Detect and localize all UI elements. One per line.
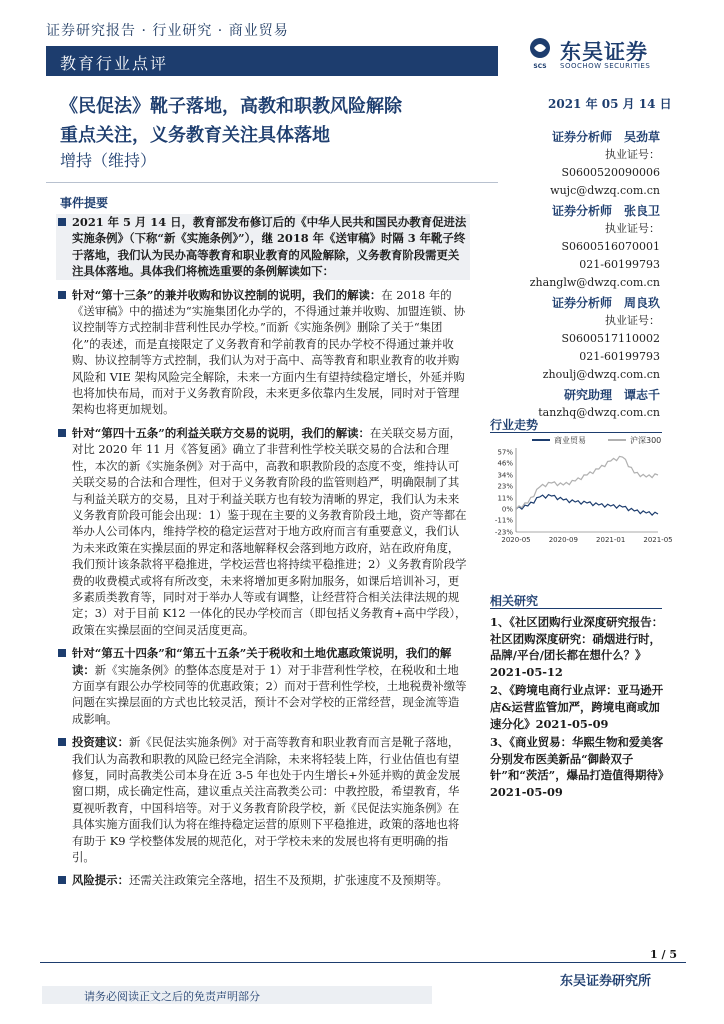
report-date: 2021 年 05 月 14 日	[548, 97, 672, 111]
analyst-name: 证券分析师 张良卫	[551, 204, 660, 218]
summary-body	[56, 214, 470, 896]
analyst-contact: 021-60199793	[579, 350, 660, 363]
analyst-contact: tanzhq@dwzq.com.cn	[538, 406, 660, 419]
bullet-heading: 针对“第十三条”的兼并收购和协议控制的说明，我们的解读：	[72, 287, 382, 302]
series-line	[516, 456, 658, 509]
summary-bullet	[56, 425, 470, 638]
summary-bullet	[56, 872, 470, 888]
bullet-text: 新《民促法实施条例》对于高等教育和职业教育而言是靴子落地，我们认为高教和职教的风险已经完全消除，未来将轻装上阵，行业估值也有望修复，同时高教类公司本身在近 3-5 年也处于内生增长+外延并购的黄金发展窗口期，成长确定性高，建议重点关注高教类公司：中教控股，希望教育，华夏视听教育，中国科培等。对于义务教育阶段学校，新《民促法实施条例》在具体实施方面我们认为将在维持稳定运营的原则下平稳推进，政策的落地也将有助于 K9 学校整体发展的规范化，对于学校未来的发展也将有更明确的指引。	[72, 735, 461, 865]
x-tick-label: 2021-05	[643, 536, 673, 544]
related-title: 相关研究	[490, 594, 539, 608]
related-report-link[interactable]: 2、《跨境电商行业点评：亚马逊开店&运营监管加严，跨境电商或加速分化》2021-05-09	[490, 683, 664, 731]
y-tick-label: -23%	[494, 528, 513, 537]
y-tick-label: 34%	[497, 471, 513, 480]
bullet-text: 还需关注政策完全落地，招生不及预期，扩张速度不及预期等。	[128, 873, 448, 888]
bullet-square-icon	[58, 876, 66, 884]
bullet-heading: 风险提示：	[72, 873, 129, 888]
trend-chart-svg	[486, 432, 673, 548]
analyst-contact: zhoulj@dwzq.com.cn	[542, 368, 660, 381]
bullet-square-icon	[58, 218, 66, 226]
bullet-heading: 投资建议：	[72, 735, 129, 750]
analyst-name: 证券分析师 吴劲草	[551, 130, 660, 144]
bullet-square-icon	[58, 649, 66, 657]
analyst-list	[508, 128, 660, 424]
y-tick-label: 23%	[497, 482, 513, 491]
analyst-block	[508, 128, 660, 200]
summary-bullet	[56, 287, 470, 418]
company-logo	[526, 36, 686, 72]
summary-bullet	[56, 214, 470, 280]
y-tick-label: 57%	[497, 448, 513, 457]
section-title: 事件提要	[60, 196, 109, 210]
report-headline	[60, 92, 500, 150]
analyst-block	[508, 202, 660, 292]
y-tick-label: 46%	[497, 459, 513, 468]
bullet-heading: 2021 年 5 月 14 日，教育部发布修订后的《中华人民共和国民办教育促进法实施条例》（下称“新《实施条例》”），继 2018 年《送审稿》时隔 3 年靴子终于落地，我们认为民办高等教育和职业教育的风险解除，义务教育阶段需更关注具体落地。具体我们将梳选重要的条例解读如下：	[72, 215, 467, 279]
disclaimer-link[interactable]: 请务必阅读正文之后的免责声明部分	[42, 986, 432, 1004]
logo-mark-icon	[526, 36, 554, 70]
headline-line: 《民促法》靴子落地，高教和职教风险解除	[60, 96, 402, 117]
analyst-contact: zhanglw@dwzq.com.cn	[529, 276, 660, 289]
related-report-link[interactable]: 1、《社区团购行业深度研究报告：社区团购深度研究：硝烟进行时，品牌/平台/团长都在想什么？》2021-05-12	[490, 615, 664, 679]
report-type: 教育行业点评	[60, 54, 169, 73]
analyst-block	[508, 294, 660, 384]
y-tick-label: 11%	[497, 494, 513, 503]
divider	[46, 182, 498, 183]
trend-title: 行业走势	[490, 418, 539, 432]
divider	[40, 962, 686, 963]
analyst-name: 证券分析师 周良玖	[551, 296, 660, 310]
report-type-banner	[46, 46, 498, 76]
bullet-square-icon	[58, 429, 66, 437]
bullet-square-icon	[58, 738, 66, 746]
bullet-text: 在关联交易方面，对比 2020 年 11 月《答复函》确立了非营利性学校关联交易的合法和合理性，本次的新《实施条例》对于高中，高教和职教阶段的态度不变，维持认可关联交易的合法和合理性，但对于义务教育阶段的监管则趋严，明确限制了其与利益关联方的交易，且对于利益关联方也有较为清晰的界定，我们认为未来义务教育阶段可能会出现：1）鉴于现在主要的义务教育阶段土地，资产等都在举办人公司体内，维持学校的稳定运营对于地方政府而言有重要意义，我们认为未来政策在实操层面的界定和落地解释权会落到地方政府，站在政府角度，我们预计该条款将平稳推进，学校运营也将持续平稳推进；2）义务教育阶段学费的收费模式或将有所改变，未来将增加更多附加服务，如课后培训补习，更多素质类教育等，同时对于举办人等或有调整，让经营符合相关法律法规的规定；3）对于目前 K12 一体化的民办学校而言（即包括义务教育+高中学段），政策在实操层面的空间灵活度更高。	[72, 425, 467, 637]
summary-bullet	[56, 734, 470, 865]
footer-org: 东吴证券研究所	[560, 974, 652, 989]
series-line	[516, 495, 658, 515]
logo-mark-text: SCS	[533, 63, 547, 70]
x-tick-label: 2020-09	[548, 536, 578, 544]
x-tick-label: 2020-05	[501, 536, 531, 544]
analyst-contact: 执业证号：S0600517110002	[561, 314, 660, 345]
analyst-name: 研究助理 谭志千	[563, 388, 660, 402]
rating: 增持（维持）	[60, 151, 157, 170]
analyst-contact: 执业证号：S0600520090006	[561, 148, 660, 179]
y-tick-label: -11%	[494, 516, 513, 525]
bullet-heading: 针对“第五十四条”和“第五十五条”关于税收和土地优惠政策说明，我们的解读：	[72, 646, 452, 677]
analyst-contact: 021-60199793	[579, 258, 660, 271]
legend-label: 沪深300	[630, 436, 662, 445]
related-report-link[interactable]: 3、《商业贸易：华熙生物和爱美客分别发布医美新品“御龄双子针”和“茨活”，爆品打造值得期待》2021-05-09	[490, 735, 664, 799]
x-tick-label: 2021-01	[596, 536, 626, 544]
headline-line: 重点关注，义务教育关注具体落地	[60, 125, 330, 146]
analyst-contact: wujc@dwzq.com.cn	[550, 184, 660, 197]
bullet-text: 在 2018 年的《送审稿》中的描述为“实施集团化办学的，不得通过兼并收购、加盟连锁、协议控制等方式控制非营利性民办学校。”而新《实施条例》删除了关于“集团化”的表述，而是直接限定了义务教育和学前教育的民办学校不得通过兼并收购、协议控制等方式控制，我们认为对于高中、高等教育和职业教育的收并购风险和 VIE 架构风险完全解除，未来一方面内生有望持续稳定增长，外延并购也将加快布局，而对于义务教育阶段，未来更多依靠内生发展，同时对于管理架构也将更加规划。	[72, 287, 466, 417]
bullet-heading: 针对“第四十五条”的利益关联方交易的说明，我们的解读：	[72, 425, 370, 440]
related-list	[490, 614, 666, 803]
page-number: 1 / 5	[650, 948, 677, 961]
analyst-contact: 执业证号：S0600516070001	[561, 222, 660, 253]
divider	[490, 608, 662, 609]
logo-subtext: SOOCHOW SECURITIES	[560, 62, 651, 70]
legend-label: 商业贸易	[554, 436, 586, 445]
logo-text: 东吴证券	[560, 40, 648, 64]
y-tick-label: 0%	[501, 505, 513, 514]
bullet-square-icon	[58, 291, 66, 299]
trend-chart	[486, 432, 673, 548]
bullet-text: 新《实施条例》的整体态度是对于 1）对于非营利性学校，在税收和土地方面享有跟公办学校同等的优惠政策；2）而对于营利性学校，土地税费补缴等问题在实操层面的方式也比较灵活，预计不会对学校的正常经营，现金流等造成影响。	[72, 662, 467, 726]
breadcrumb: 证券研究报告 · 行业研究 · 商业贸易	[46, 23, 289, 39]
summary-bullet	[56, 645, 470, 727]
